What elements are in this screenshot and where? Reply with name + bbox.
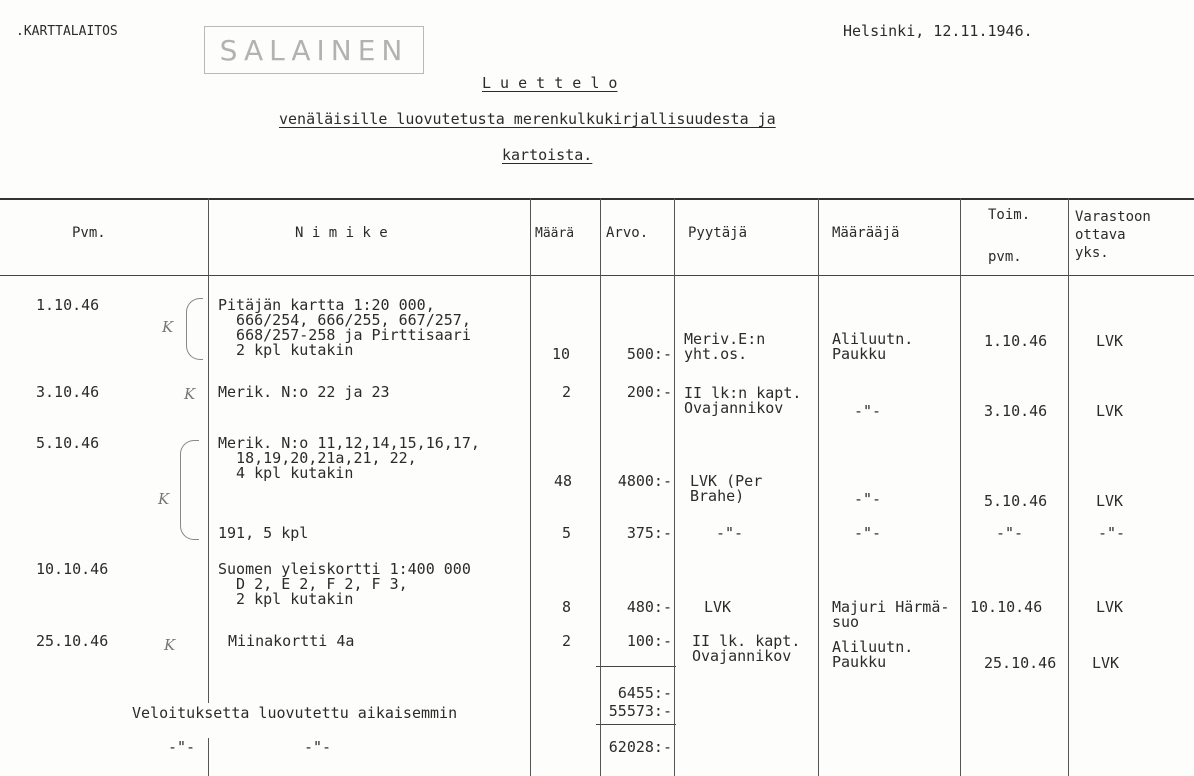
row-quantity: 8 <box>562 598 572 616</box>
earlier-value: 55573:- <box>608 702 672 720</box>
header-pvm: Pvm. <box>72 225 106 241</box>
row-brace <box>180 440 199 540</box>
row-quantity: 48 <box>554 472 573 490</box>
grand-total-value: 62028:- <box>608 738 672 756</box>
header-yks: yks. <box>1075 245 1109 261</box>
row-orderer: -"- <box>854 524 882 542</box>
row-value: 375:- <box>626 524 672 542</box>
header-ottava: ottava <box>1075 227 1126 243</box>
row-orderer: -"- <box>854 490 882 508</box>
row-unit: LVK <box>1092 654 1120 672</box>
total-rule <box>596 724 676 725</box>
row-unit: LVK <box>1096 332 1124 350</box>
row-quantity: 2 <box>562 383 572 401</box>
row-orderer: Aliluutn. Paukku <box>832 330 914 363</box>
col-divider-1 <box>208 198 209 703</box>
row-value: 200:- <box>626 383 672 401</box>
place-date: Helsinki, 12.11.1946. <box>843 22 1033 40</box>
row-title: Suomen yleiskortti 1:400 000 D 2, E 2, F 2, F 3, 2 kpl kutakin <box>218 560 471 608</box>
document-subtitle-line2: kartoista. <box>502 146 593 164</box>
header-toim-pvm: pvm. <box>988 249 1022 265</box>
document-title: L u e t t e l o <box>482 74 618 92</box>
table-top-rule <box>0 198 1194 200</box>
row-requester: LVK <box>704 598 732 616</box>
row-value: 500:- <box>626 345 672 363</box>
row-requester: II lk:n kapt. Ovajannikov <box>684 384 802 417</box>
header-arvo: Arvo. <box>606 225 649 241</box>
row-value: 100:- <box>626 632 672 650</box>
row-orderer: -"- <box>854 402 882 420</box>
col-divider-2 <box>530 198 531 776</box>
ditto-1: -"- <box>168 738 196 756</box>
row-date: 5.10.46 <box>36 434 100 452</box>
header-nimike: N i m i k e <box>295 225 388 241</box>
row-unit: LVK <box>1096 402 1124 420</box>
row-delivery-date: 3.10.46 <box>984 402 1048 420</box>
row-requester: Meriv.E:n yht.os. <box>684 330 766 363</box>
row-quantity: 5 <box>562 524 572 542</box>
row-requester: II lk. kapt. Ovajannikov <box>692 632 801 665</box>
secret-stamp: SALAINEN <box>204 26 424 74</box>
col-divider-5 <box>818 198 819 776</box>
row-delivery-date: -"- <box>996 524 1024 542</box>
row-delivery-date: 5.10.46 <box>984 492 1048 510</box>
row-brace <box>186 298 203 360</box>
row-orderer: Majuri Härmä- suo <box>832 598 950 631</box>
row-date: 10.10.46 <box>36 560 109 578</box>
row-orderer: Aliluutn. Paukku <box>832 638 914 671</box>
header-maara: Määrä <box>535 226 575 241</box>
header-maaraaja: Määrääjä <box>832 225 900 241</box>
row-delivery-date: 10.10.46 <box>970 598 1043 616</box>
row-date: 1.10.46 <box>36 296 100 314</box>
row-mark: K <box>164 636 176 654</box>
row-requester: -"- <box>716 524 744 542</box>
row-title: 191, 5 kpl <box>218 524 309 542</box>
row-requester: LVK (Per Brahe) <box>690 472 763 505</box>
col-divider-7 <box>1068 198 1069 776</box>
table-header-rule <box>0 275 1194 276</box>
row-title: Pitäjän kartta 1:20 000, 666/254, 666/255, 667/257, 668/257-258 ja Pirttisaari 2 kpl kutakin <box>218 296 471 359</box>
row-mark: K <box>184 385 196 403</box>
row-quantity: 10 <box>552 345 571 363</box>
row-quantity: 2 <box>562 632 572 650</box>
row-unit: -"- <box>1098 524 1126 542</box>
subtotal-value: 6455:- <box>617 684 672 702</box>
row-date: 3.10.46 <box>36 383 100 401</box>
header-pyytaja: Pyytäjä <box>688 225 748 241</box>
row-unit: LVK <box>1096 598 1124 616</box>
row-value: 480:- <box>626 598 672 616</box>
row-mark: K <box>158 490 170 508</box>
ditto-2: -"- <box>304 738 332 756</box>
header-varastoon: Varastoon <box>1075 209 1151 225</box>
row-title: Miinakortti 4a <box>228 632 355 650</box>
row-delivery-date: 25.10.46 <box>984 654 1057 672</box>
row-title: Merik. N:o 11,12,14,15,16,17, 18,19,20,21a,21, 22, 4 kpl kutakin <box>218 434 480 482</box>
row-delivery-date: 1.10.46 <box>984 332 1048 350</box>
row-value: 4800:- <box>617 472 672 490</box>
earlier-label: Veloituksetta luovutettu aikaisemmin <box>132 704 458 722</box>
organization-name: .KARTTALAITOS <box>16 24 118 39</box>
row-unit: LVK <box>1096 492 1124 510</box>
document-subtitle-line1: venäläisille luovutetusta merenkulkukirjallisuudesta ja <box>279 110 776 128</box>
col-divider-1b <box>208 738 209 776</box>
row-mark: K <box>162 318 174 336</box>
row-title: Merik. N:o 22 ja 23 <box>218 383 390 401</box>
header-toim: Toim. <box>988 207 1031 223</box>
row-date: 25.10.46 <box>36 632 109 650</box>
subtotal-rule <box>596 666 676 667</box>
col-divider-6 <box>960 198 961 776</box>
col-divider-4 <box>674 198 675 776</box>
